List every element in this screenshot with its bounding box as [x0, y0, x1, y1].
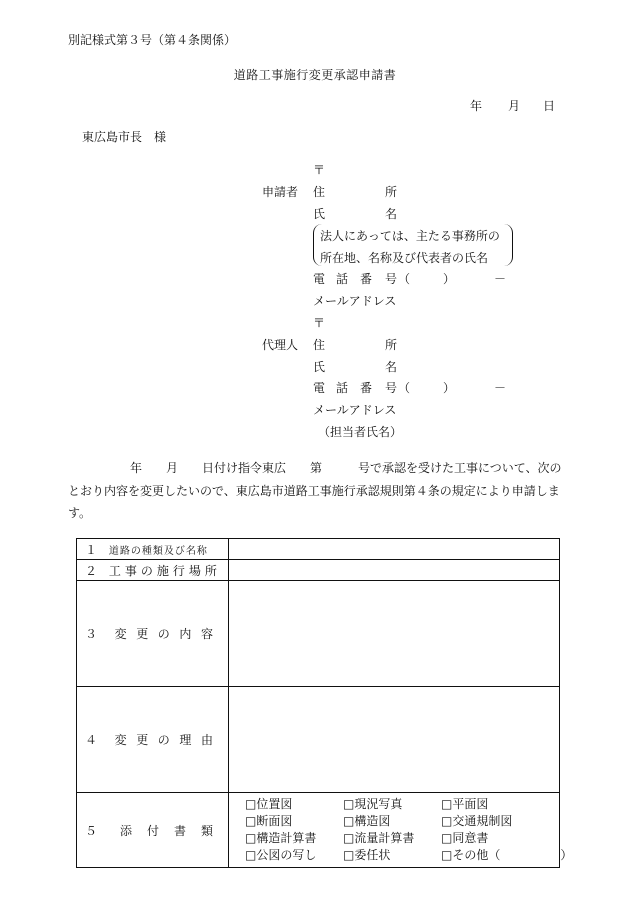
row-number: ５ — [85, 823, 98, 838]
agent-name-label: 氏 — [313, 360, 326, 374]
agent-role: 代理人 — [262, 338, 299, 352]
applicant-address-label: 住 — [313, 185, 326, 199]
attachment-checkbox-structure-drawing[interactable]: □構造図 — [343, 814, 391, 828]
page-title: 道路工事施行変更承認申請書 — [233, 68, 397, 82]
body-line-2: とおり内容を変更したいので、東広島市道路工事施行承認規則第４条の規定により申請しま — [68, 484, 560, 498]
applicant-phone-label: 番 — [360, 272, 373, 286]
road-type-label: 道路の種類及び名称 — [108, 545, 208, 557]
row-number: ４ — [85, 733, 98, 747]
row-label — [77, 581, 229, 687]
applicant-address-label: 所 — [385, 185, 398, 199]
applicant-email-label: メールアドレス — [313, 294, 397, 308]
body-line-1: 年 月 日付け指令東広 第 号で承認を受けた工事について、次の — [130, 461, 562, 475]
applicant-phone-paren-open: （ — [398, 272, 411, 286]
change-content-field[interactable] — [229, 581, 560, 687]
applicant-name-label: 名 — [385, 207, 398, 221]
road-type-field[interactable] — [229, 539, 560, 560]
attachments-checklist — [229, 797, 573, 863]
agent-phone-paren-open: （ — [398, 381, 411, 395]
agent-postal-mark: 〒 — [313, 316, 326, 330]
row-number: ３ — [85, 627, 98, 641]
agent-address-label: 所 — [385, 338, 398, 352]
attachment-checkbox-structural-calc[interactable]: □構造計算書 — [245, 831, 317, 845]
row-label — [77, 539, 229, 560]
table-row — [77, 560, 560, 581]
applicant-name-label: 氏 — [313, 207, 326, 221]
addressee: 東広島市長 様 — [82, 130, 167, 144]
attachment-checkbox-power-of-attorney[interactable]: □委任状 — [343, 848, 391, 862]
date-year: 年 — [470, 99, 483, 113]
change-reason-field[interactable] — [229, 687, 560, 793]
agent-phone-label: 話 — [336, 381, 349, 395]
table-row — [77, 793, 560, 868]
table-row — [77, 581, 560, 687]
attachment-checkbox-location-map[interactable]: □位置図 — [245, 797, 293, 811]
applicant-phone-dash: － — [494, 272, 507, 286]
applicant-role: 申請者 — [262, 185, 299, 199]
applicant-postal-mark: 〒 — [313, 163, 326, 177]
date-day: 日 — [543, 99, 556, 113]
attachment-checkbox-traffic-control[interactable]: □交通規制図 — [441, 814, 513, 828]
row-number: １ — [85, 542, 98, 557]
attachments-cell — [229, 793, 573, 868]
table-row — [77, 539, 560, 560]
body-line-3: す。 — [68, 506, 92, 520]
agent-phone-dash: － — [494, 381, 507, 395]
agent-name-label: 名 — [385, 360, 398, 374]
work-location-label: 工事の施行場所 — [108, 563, 221, 578]
corp-note-line2: 所在地、名称及び代表者の氏名 — [320, 251, 489, 265]
agent-phone-label: 電 — [313, 381, 326, 395]
attachment-checkbox-consent[interactable]: □同意書 — [441, 831, 489, 845]
applicant-phone-label: 号 — [385, 272, 398, 286]
attachments-label: ５ 添 付 書 類 — [85, 823, 213, 838]
row-label — [77, 560, 229, 581]
row-label — [77, 793, 229, 868]
agent-email-label: メールアドレス — [313, 403, 397, 417]
change-content-label: ３ 変 更 の 内 容 — [85, 627, 213, 641]
applicant-phone-label: 電 — [313, 272, 326, 286]
row-label — [77, 687, 229, 793]
agent-phone-paren-close: ） — [443, 381, 456, 395]
application-table — [76, 538, 573, 868]
attachment-checkbox-cadastral-map[interactable]: □公図の写し — [245, 848, 317, 862]
attachment-checkbox-other[interactable]: □その他（ ） — [441, 848, 573, 862]
row-number: ２ — [85, 563, 98, 578]
attachment-checkbox-site-photos[interactable]: □現況写真 — [343, 797, 403, 811]
corp-note-line1: 法人にあっては、主たる事務所の — [320, 229, 500, 243]
applicant-phone-paren-close: ） — [443, 272, 456, 286]
agent-phone-label: 番 — [360, 381, 373, 395]
agent-phone-label: 号 — [385, 381, 398, 395]
attachment-checkbox-plan-view[interactable]: □平面図 — [441, 797, 489, 811]
attachment-checkbox-flow-calc[interactable]: □流量計算書 — [343, 831, 415, 845]
change-reason-label: ４ 変 更 の 理 由 — [85, 733, 213, 747]
applicant-phone-label: 話 — [336, 272, 349, 286]
agent-address-label: 住 — [313, 338, 326, 352]
table-row — [77, 687, 560, 793]
attachment-checkbox-cross-section[interactable]: □断面図 — [245, 814, 293, 828]
agent-contact-person: （担当者氏名） — [318, 425, 403, 439]
work-location-field[interactable] — [229, 560, 560, 581]
form-number: 別記様式第３号（第４条関係） — [68, 33, 237, 47]
date-month: 月 — [508, 99, 521, 113]
